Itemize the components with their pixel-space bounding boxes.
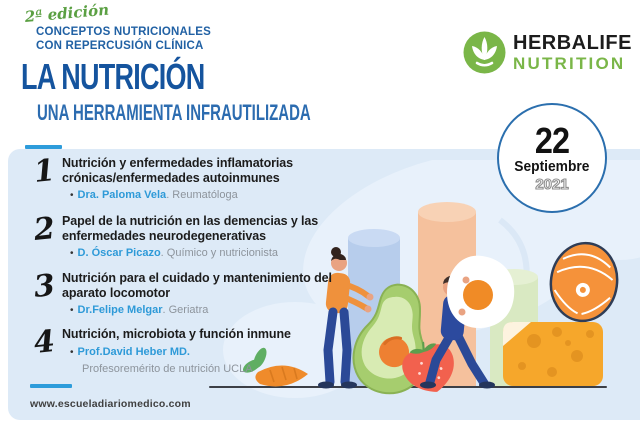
leaf-icon bbox=[462, 30, 507, 75]
logo-brand: HERBALIFE bbox=[513, 32, 632, 54]
speaker-role: . Químico y nutricionista bbox=[160, 247, 279, 259]
speaker-role: Profesoremérito de nutrición UCLA bbox=[82, 362, 253, 375]
agenda-item-1 bbox=[32, 153, 364, 202]
item-number: 3 bbox=[32, 268, 57, 305]
item-number: 2 bbox=[32, 211, 57, 248]
speaker-name: D. Óscar Picazo bbox=[77, 247, 161, 259]
speaker-name: Dra. Paloma Vela bbox=[77, 189, 167, 201]
speaker-line bbox=[70, 189, 354, 202]
item-title: Nutrición para el cuidado y mantenimiento del aparato locomotor bbox=[62, 271, 332, 300]
accent-dash-bottom bbox=[30, 384, 72, 388]
accent-dash-top bbox=[25, 145, 62, 149]
item-title: Nutrición, microbiota y función inmune bbox=[62, 327, 291, 341]
date-month: Septiembre bbox=[514, 157, 590, 175]
speaker-role: . Reumatóloga bbox=[166, 189, 238, 201]
kicker-line-2: CON REPERCUSIÓN CLÍNICA bbox=[36, 39, 204, 52]
kicker-line-1: CONCEPTOS NUTRICIONALES bbox=[36, 26, 211, 38]
date-day: 22 bbox=[534, 119, 570, 161]
page-title: LA NUTRICIÓN bbox=[21, 56, 205, 97]
speaker-name: Prof.David Heber MD. bbox=[77, 345, 190, 358]
bullet-icon: • bbox=[70, 305, 74, 316]
event-kicker bbox=[36, 26, 211, 53]
item-number: 4 bbox=[32, 324, 57, 361]
bullet-icon: • bbox=[70, 248, 74, 259]
fried-egg-illustration bbox=[447, 256, 514, 328]
date-year: 2021 bbox=[535, 175, 569, 193]
bullet-icon: • bbox=[70, 346, 74, 358]
logo-wordmark bbox=[513, 33, 632, 72]
date-badge bbox=[497, 103, 607, 213]
agenda-item-4 bbox=[32, 324, 364, 376]
page-subtitle: UNA HERRAMIENTA INFRAUTILIZADA bbox=[37, 100, 311, 125]
speaker-line bbox=[70, 247, 354, 260]
item-title: Nutrición y enfermedades inflamatorias crónicas/enfermedades autoinmunes bbox=[62, 156, 293, 185]
item-title: Papel de la nutrición en las demencias y las enfermedades neurodegenerativas bbox=[62, 214, 319, 243]
cheese-illustration bbox=[503, 322, 603, 386]
bullet-icon: • bbox=[70, 190, 74, 201]
edition-script: 2ª edición bbox=[24, 0, 110, 26]
speaker-line bbox=[70, 304, 354, 317]
agenda-item-2 bbox=[32, 211, 364, 260]
herbalife-logo bbox=[462, 30, 632, 75]
agenda-item-3 bbox=[32, 268, 364, 317]
speaker-line bbox=[70, 346, 354, 376]
speaker-role: . Geriatra bbox=[162, 304, 209, 316]
item-number: 1 bbox=[32, 153, 57, 190]
logo-division: NUTRITION bbox=[513, 54, 626, 73]
speaker-name: Dr.Felipe Melgar bbox=[77, 304, 163, 316]
website-url: www.escueladiariomedico.com bbox=[30, 398, 191, 410]
